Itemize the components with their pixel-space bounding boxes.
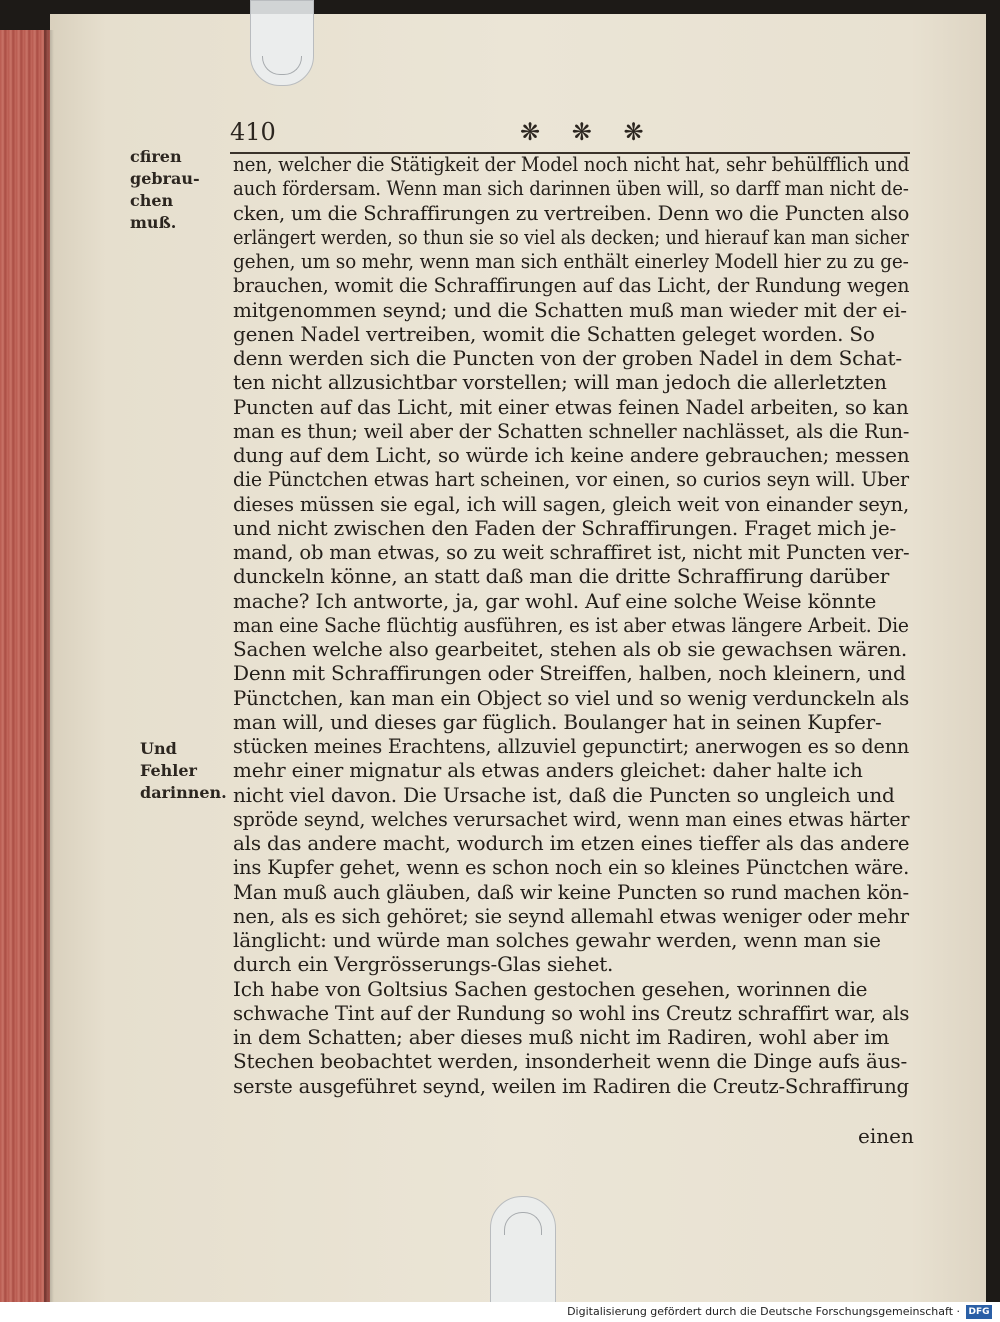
body-text: [233, 152, 909, 1098]
margin-note-line: darinnen.: [140, 783, 227, 802]
text-line: nen, welcher die Stätigkeit der Model noch nicht hat, sehr behülfflich und: [233, 152, 910, 176]
text-line: Ich habe von Goltsius Sachen gestochen gesehen, worinnen die: [233, 976, 868, 1001]
text-line: brauchen, womit die Schraffirungen auf das Licht, der Rundung wegen: [233, 273, 910, 298]
text-line: mand, ob man etwas, so zu weit schraffiret ist, nicht mit Puncten ver-: [233, 540, 910, 564]
text-line: spröde seynd, welches verursachet wird, wenn man eines etwas härter: [233, 806, 910, 831]
text-line: Puncten auf das Licht, mit einer etwas feinen Nadel arbeiten, so kan: [233, 394, 909, 419]
text-line: auch fördersam. Wenn man sich darinnen üben will, so darff man nicht de-: [233, 176, 909, 201]
text-line: Sachen welche also gearbeitet, stehen als ob sie gewachsen wären.: [233, 637, 908, 661]
funding-credit: Digitalisierung gefördert durch die Deutsche Forschungsgemeinschaft ·: [567, 1305, 960, 1318]
text-line: mache? Ich antworte, ja, gar wohl. Auf eine solche Weise könnte: [233, 588, 877, 613]
text-line: Denn mit Schraffirungen oder Streiffen, halben, noch kleinern, und: [233, 661, 906, 686]
text-line: Stechen beobachtet werden, insonderheit wenn die Dinge aufs äus-: [233, 1049, 908, 1074]
text-line: man will, und dieses gar füglich. Boulanger hat in seinen Kupfer-: [233, 709, 882, 734]
text-line: und nicht zwischen den Faden der Schraffirungen. Fraget mich je-: [233, 515, 897, 540]
text-line: ins Kupfer gehet, wenn es schon noch ein so kleines Pünctchen wäre.: [233, 855, 910, 880]
text-line: dunckeln könne, an statt daß man die dritte Schraffirung darüber: [233, 564, 890, 589]
book-edge: [0, 30, 50, 1302]
text-line: nicht viel davon. Die Ursache ist, daß die Puncten so ungleich und: [233, 782, 895, 807]
margin-note-line: Und Fehler: [140, 739, 197, 780]
text-line: als das andere macht, wodurch im etzen eines tieffer als das andere: [233, 831, 910, 855]
text-line: ten nicht allzusichtbar vorstellen; will man jedoch die allerletzten: [233, 370, 887, 395]
text-line: die Pünctchen etwas hart scheinen, vor einen, so curios seyn will. Uber: [233, 467, 909, 492]
text-line: denn werden sich die Puncten von der groben Nadel in dem Schat-: [233, 346, 902, 370]
page-number: 410: [230, 118, 276, 146]
text-line: länglicht: und würde man solches gewahr werden, wenn man sie: [233, 928, 881, 952]
footer-bar: [0, 1302, 1000, 1322]
text-line: schwache Tint auf der Rundung so wohl ins Creutz schraffirt war, als: [233, 1000, 910, 1025]
text-line: stücken meines Erachtens, allzuviel gepunctirt; anerwogen es so denn: [233, 734, 910, 758]
text-line: man eine Sache flüchtig ausführen, es ist aber etwas längere Arbeit. Die: [233, 612, 909, 637]
text-line: mitgenommen seynd; und die Schatten muß man wieder mit der ei-: [233, 297, 907, 322]
text-line: serste ausgeführet seynd, weilen im Radiren die Creutz-Schraffirung: [233, 1073, 909, 1098]
margin-note-1: [130, 146, 220, 234]
text-line: erlängert werden, so thun sie so viel als decken; und hierauf kan man sicher: [233, 224, 909, 249]
text-line: genen Nadel vertreiben, womit die Schatten geleget worden. So: [233, 321, 875, 346]
text-line: durch ein Vergrösserungs-Glas siehet.: [233, 952, 614, 977]
text-line: dung auf dem Licht, so würde ich keine andere gebrauchen; messen: [233, 443, 910, 467]
catchword: einen: [858, 1124, 914, 1148]
text-line: cken, um die Schraffirungen zu vertreiben. Denn wo die Puncten also: [233, 200, 910, 225]
dfg-logo[interactable]: DFG: [966, 1305, 992, 1319]
text-line: mehr einer mignatur als etwas anders gleichet: daher halte ich: [233, 758, 863, 783]
margin-note-2: [140, 738, 230, 804]
text-line: man es thun; weil aber der Schatten schneller nachlässet, als die Run-: [233, 418, 910, 443]
text-line: nen, als es sich gehöret; sie seynd allemahl etwas weniger oder mehr: [233, 903, 909, 928]
header-ornament: ❋ ❋ ❋: [520, 118, 656, 146]
margin-note-line: chen muß.: [130, 191, 177, 232]
text-line: dieses müssen sie egal, ich will sagen, gleich weit von einander seyn,: [233, 491, 909, 516]
margin-note-line: gebrau-: [130, 169, 200, 188]
text-line: in dem Schatten; aber dieses muß nicht im Radiren, wohl aber im: [233, 1025, 890, 1049]
text-line: gehen, um so mehr, wenn man sich enthält einerley Modell hier zu zu ge-: [233, 249, 909, 273]
text-line: Pünctchen, kan man ein Object so viel und so wenig verdunckeln als: [233, 685, 910, 710]
margin-note-line: cfiren: [130, 147, 182, 166]
text-line: Man muß auch gläuben, daß wir keine Puncten so rund machen kön-: [233, 879, 909, 904]
gutter-shadow: [44, 30, 54, 1302]
